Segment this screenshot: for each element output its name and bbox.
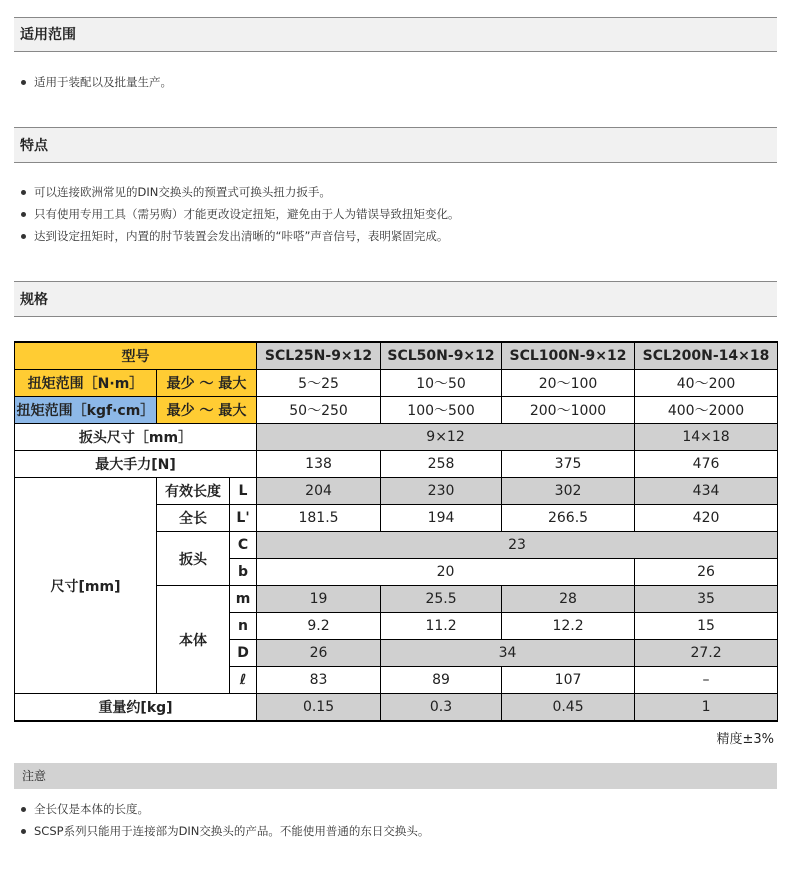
table-cell: 89 bbox=[381, 667, 502, 694]
head-b-sym: b bbox=[230, 559, 257, 586]
list-item: 可以连接欧洲常见的DIN交换头的预置式可换头扭力扳手。 bbox=[20, 181, 460, 203]
table-row bbox=[15, 342, 778, 370]
table-row bbox=[15, 370, 778, 397]
list-item: 只有使用专用工具（需另购）才能更改设定扭矩，避免由于人为错误导致扭矩变化。 bbox=[20, 203, 460, 225]
table-row bbox=[15, 478, 778, 505]
table-cell: 40～200 bbox=[635, 370, 778, 397]
table-cell: 20～100 bbox=[502, 370, 635, 397]
body-m-sym: m bbox=[230, 586, 257, 613]
table-row bbox=[15, 694, 778, 722]
total-len-label: 全长 bbox=[157, 505, 230, 532]
table-cell: 14×18 bbox=[635, 424, 778, 451]
table-cell: 27.2 bbox=[635, 640, 778, 667]
model-name: SCL100N-9×12 bbox=[502, 342, 635, 370]
table-cell: 0.45 bbox=[502, 694, 635, 722]
table-cell: 15 bbox=[635, 613, 778, 640]
table-row bbox=[15, 451, 778, 478]
section-header-spec: 规格 bbox=[14, 281, 777, 317]
table-cell: 375 bbox=[502, 451, 635, 478]
table-cell: – bbox=[635, 667, 778, 694]
head-size-label: 扳头尺寸［mm］ bbox=[15, 424, 257, 451]
section-header-notes: 注意 bbox=[14, 763, 777, 789]
torque-nm-sub: 最少 ～ 最大 bbox=[157, 370, 257, 397]
section-header-scope: 适用范围 bbox=[14, 17, 777, 52]
torque-nm-label: 扭矩范围［N·m］ bbox=[15, 370, 157, 397]
table-cell: 19 bbox=[257, 586, 381, 613]
scope-list bbox=[20, 71, 172, 93]
model-name: SCL25N-9×12 bbox=[257, 342, 381, 370]
table-cell: 20 bbox=[257, 559, 635, 586]
table-cell: 107 bbox=[502, 667, 635, 694]
table-cell: 1 bbox=[635, 694, 778, 722]
table-cell: 25.5 bbox=[381, 586, 502, 613]
total-len-sym: L' bbox=[230, 505, 257, 532]
table-cell: 0.15 bbox=[257, 694, 381, 722]
table-cell: 23 bbox=[257, 532, 778, 559]
table-cell: 194 bbox=[381, 505, 502, 532]
model-name: SCL50N-9×12 bbox=[381, 342, 502, 370]
table-cell: 200～1000 bbox=[502, 397, 635, 424]
notes-list bbox=[20, 798, 429, 842]
table-cell: 138 bbox=[257, 451, 381, 478]
table-cell: 28 bbox=[502, 586, 635, 613]
table-cell: 400～2000 bbox=[635, 397, 778, 424]
accuracy-note: 精度±3% bbox=[716, 732, 774, 747]
table-cell: 420 bbox=[635, 505, 778, 532]
table-cell: 302 bbox=[502, 478, 635, 505]
body-d-sym: D bbox=[230, 640, 257, 667]
list-item: 达到设定扭矩时，内置的肘节装置会发出清晰的“咔嗒”声音信号，表明紧固完成。 bbox=[20, 225, 460, 247]
features-list bbox=[20, 181, 460, 247]
table-cell: 100～500 bbox=[381, 397, 502, 424]
table-cell: 12.2 bbox=[502, 613, 635, 640]
model-label: 型号 bbox=[15, 342, 257, 370]
table-cell: 0.3 bbox=[381, 694, 502, 722]
table-cell: 26 bbox=[257, 640, 381, 667]
table-row bbox=[15, 424, 778, 451]
table-cell: 9×12 bbox=[257, 424, 635, 451]
max-force-label: 最大手力[N] bbox=[15, 451, 257, 478]
eff-len-label: 有效长度 bbox=[157, 478, 230, 505]
table-cell: 83 bbox=[257, 667, 381, 694]
body-n-sym: n bbox=[230, 613, 257, 640]
table-cell: 34 bbox=[381, 640, 635, 667]
table-cell: 10～50 bbox=[381, 370, 502, 397]
table-cell: 230 bbox=[381, 478, 502, 505]
dims-label: 尺寸[mm] bbox=[15, 478, 157, 694]
head-label: 扳头 bbox=[157, 532, 230, 586]
torque-kgf-label: 扭矩范围［kgf·cm］ bbox=[15, 397, 157, 424]
head-c-sym: C bbox=[230, 532, 257, 559]
weight-label: 重量约[kg] bbox=[15, 694, 257, 722]
table-row bbox=[15, 397, 778, 424]
table-cell: 258 bbox=[381, 451, 502, 478]
table-cell: 50～250 bbox=[257, 397, 381, 424]
spec-table bbox=[14, 341, 778, 722]
list-item: 适用于装配以及批量生产。 bbox=[20, 71, 172, 93]
eff-len-sym: L bbox=[230, 478, 257, 505]
section-header-features: 特点 bbox=[14, 127, 777, 163]
body-label: 本体 bbox=[157, 586, 230, 694]
table-cell: 181.5 bbox=[257, 505, 381, 532]
list-item: SCSP系列只能用于连接部为DIN交换头的产品。不能使用普通的东日交换头。 bbox=[20, 820, 429, 842]
torque-kgf-sub: 最少 ～ 最大 bbox=[157, 397, 257, 424]
model-name: SCL200N-14×18 bbox=[635, 342, 778, 370]
list-item: 全长仅是本体的长度。 bbox=[20, 798, 429, 820]
table-cell: 35 bbox=[635, 586, 778, 613]
table-cell: 266.5 bbox=[502, 505, 635, 532]
table-cell: 11.2 bbox=[381, 613, 502, 640]
table-cell: 9.2 bbox=[257, 613, 381, 640]
table-cell: 476 bbox=[635, 451, 778, 478]
table-cell: 26 bbox=[635, 559, 778, 586]
table-cell: 204 bbox=[257, 478, 381, 505]
body-l-sym: ℓ bbox=[230, 667, 257, 694]
table-cell: 434 bbox=[635, 478, 778, 505]
table-cell: 5～25 bbox=[257, 370, 381, 397]
